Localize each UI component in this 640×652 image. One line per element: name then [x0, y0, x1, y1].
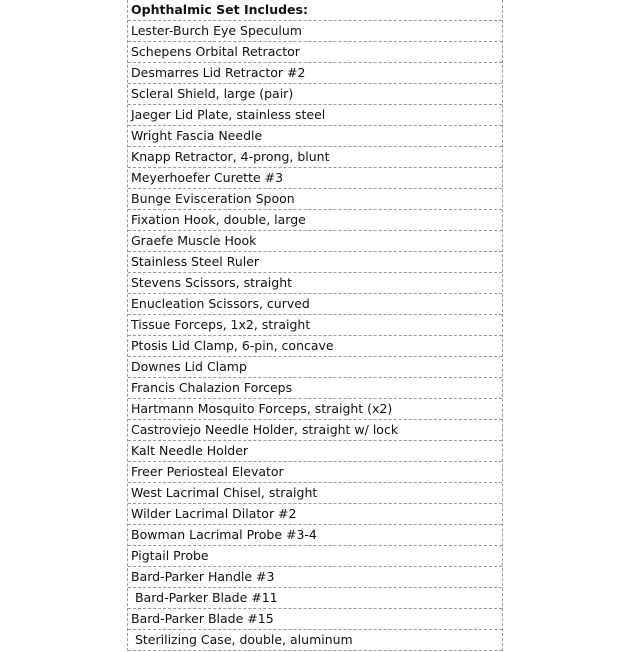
- list-item: Castroviejo Needle Holder, straight w/ lock: [128, 420, 502, 441]
- list-item: Wilder Lacrimal Dilator #2: [128, 504, 502, 525]
- list-item: Knapp Retractor, 4-prong, blunt: [128, 147, 502, 168]
- list-item: Desmarres Lid Retractor #2: [128, 63, 502, 84]
- list-item: Bard-Parker Blade #11: [128, 588, 502, 609]
- list-item: Hartmann Mosquito Forceps, straight (x2): [128, 399, 502, 420]
- list-item: Bard-Parker Handle #3: [128, 567, 502, 588]
- list-item: Downes Lid Clamp: [128, 357, 502, 378]
- list-item: Lester-Burch Eye Speculum: [128, 21, 502, 42]
- list-item: Freer Periosteal Elevator: [128, 462, 502, 483]
- set-title: Ophthalmic Set Includes:: [128, 0, 502, 21]
- list-item: Wright Fascia Needle: [128, 126, 502, 147]
- list-item: Stevens Scissors, straight: [128, 273, 502, 294]
- list-item: Bowman Lacrimal Probe #3-4: [128, 525, 502, 546]
- list-item: Francis Chalazion Forceps: [128, 378, 502, 399]
- list-item: Graefe Muscle Hook: [128, 231, 502, 252]
- list-item: West Lacrimal Chisel, straight: [128, 483, 502, 504]
- list-item: Tissue Forceps, 1x2, straight: [128, 315, 502, 336]
- list-item: Meyerhoefer Curette #3: [128, 168, 502, 189]
- list-item: Ptosis Lid Clamp, 6-pin, concave: [128, 336, 502, 357]
- list-item: Scleral Shield, large (pair): [128, 84, 502, 105]
- list-item: Bard-Parker Blade #15: [128, 609, 502, 630]
- list-item: Pigtail Probe: [128, 546, 502, 567]
- list-item: Schepens Orbital Retractor: [128, 42, 502, 63]
- list-item: Fixation Hook, double, large: [128, 210, 502, 231]
- list-item: Stainless Steel Ruler: [128, 252, 502, 273]
- list-item: Enucleation Scissors, curved: [128, 294, 502, 315]
- list-item: Sterilizing Case, double, aluminum: [128, 630, 502, 651]
- list-item: Bunge Evisceration Spoon: [128, 189, 502, 210]
- ophthalmic-set-table: [127, 0, 503, 651]
- list-item: Jaeger Lid Plate, stainless steel: [128, 105, 502, 126]
- list-item: Kalt Needle Holder: [128, 441, 502, 462]
